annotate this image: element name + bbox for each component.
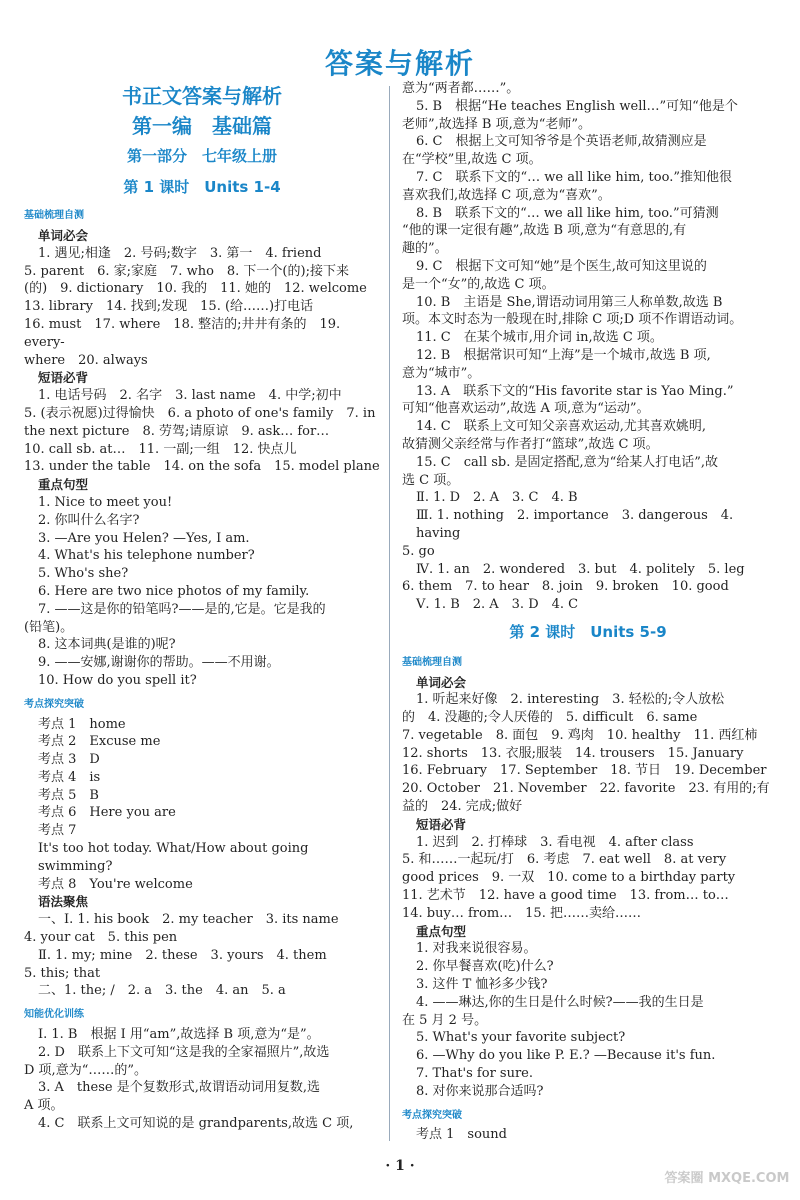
text-line: 可知“他喜欢运动”,故选 A 项,意为“运动”。 <box>402 401 650 417</box>
text-line: 6. —Why do you like P. E.? —Because it's fun. <box>416 1048 716 1064</box>
text-line: 9. C 根据下文可知“她”是个医生,故可知这里说的 <box>416 258 707 274</box>
section-key-points: 考点探究突破 <box>24 698 84 710</box>
text-line: 8. 这本词典(是谁的)呢? <box>38 637 176 653</box>
words-block <box>24 245 380 370</box>
text-line: 10. B 主语是 She,谓语动词用第三人称单数,故选 B <box>416 294 723 310</box>
text-line: 20. October 21. November 22. favorite 23. 有用的;有 <box>402 781 770 797</box>
text-line: 意为“城市”。 <box>402 365 481 381</box>
text-line: 2. D 联系上下文可知“这是我的全家福照片”,故选 <box>38 1044 330 1060</box>
text-line: 13. library 14. 找到;发现 15. (给……)打电话 <box>24 299 314 315</box>
text-line: 4. What's his telephone number? <box>38 548 255 564</box>
text-line: 3. A these 是个复数形式,故谓语动词用复数,选 <box>38 1080 320 1096</box>
text-line: 13. under the table 14. on the sofa 15. model plane <box>24 459 380 475</box>
text-line: A 项。 <box>24 1098 64 1114</box>
text-line: 2. 你叫什么名字? <box>38 512 140 528</box>
text-line: (铅笔)。 <box>24 619 74 635</box>
text-line: 1. 遇见;相逢 2. 号码;数字 3. 第一 4. friend <box>38 245 322 261</box>
text-line: 老师”,故选择 B 项,意为“老师”。 <box>402 116 592 132</box>
section-basic-review: 基础梳理自测 <box>402 656 462 668</box>
text-line: 12. shorts 13. 衣服;服装 14. trousers 15. January <box>402 745 744 761</box>
grammar-block <box>24 911 380 1000</box>
points-block <box>24 716 380 894</box>
subheading-grammar: 语法聚焦 <box>38 894 89 910</box>
text-line: 1. 电话号码 2. 名字 3. last name 4. 中学;初中 <box>38 388 342 404</box>
subheading-phrases: 短语必背 <box>38 370 89 386</box>
text-line: 5. Who's she? <box>38 566 129 582</box>
page-title: 答案与解析 <box>324 47 475 80</box>
text-line: 10. call sb. at… 11. 一副;一组 12. 快点儿 <box>24 441 297 457</box>
phrases-block <box>24 387 380 476</box>
subheading-words: 单词必会 <box>38 227 89 243</box>
text-line: 的 4. 没趣的;令人厌倦的 5. difficult 6. same <box>402 710 698 726</box>
text-line: 1. 迟到 2. 打棒球 3. 看电视 4. after class <box>416 834 694 850</box>
subheading-sentences: 重点句型 <box>38 477 89 493</box>
text-line: 4. your cat 5. this pen <box>24 930 178 946</box>
text-line: 1. Nice to meet you! <box>38 494 173 510</box>
training-continued <box>402 80 774 614</box>
text-line: 7. ——这是你的铅笔吗?——是的,它是。它是我的 <box>38 601 326 617</box>
text-line: 一、Ⅰ. 1. his book 2. my teacher 3. its name <box>38 912 339 928</box>
sentences-block <box>402 940 774 1100</box>
left-column <box>24 80 380 1133</box>
text-line: 1. 听起来好像 2. interesting 3. 轻松的;令人放松 <box>416 692 725 708</box>
sentences-block <box>24 494 380 690</box>
text-line: Ⅲ. 1. nothing 2. importance 3. dangerous 4. having <box>416 508 734 541</box>
watermark-text: 答案圈 MXQE.COM <box>664 1171 790 1186</box>
text-line: 4. C 联系上文可知说的是 grandparents,故选 C 项, <box>38 1116 354 1132</box>
text-line: It's too hot today. What/How about going swimming? <box>38 841 309 874</box>
text-line: 10. How do you spell it? <box>38 672 197 688</box>
text-line: 4. ——琳达,你的生日是什么时候?——我的生日是 <box>416 994 704 1010</box>
text-line: 考点 3 D <box>38 752 100 768</box>
text-line: 在“学校”里,故选 C 项。 <box>402 152 542 168</box>
text-line: 12. B 根据常识可知“上海”是一个城市,故选 B 项, <box>416 347 711 363</box>
text-line: 意为“两者都……”。 <box>402 81 520 96</box>
text-line: 3. 这件 T 恤衫多少钱? <box>416 977 548 993</box>
text-line: Ⅱ. 1. D 2. A 3. C 4. B <box>416 490 578 506</box>
text-line: 8. 对你来说那合适吗? <box>416 1083 544 1099</box>
text-line: 考点 4 is <box>38 769 101 785</box>
text-line: 考点 1 home <box>38 716 126 732</box>
text-line: good prices 9. 一双 10. come to a birthday party <box>402 870 736 886</box>
text-line: 5. B 根据“He teaches English well…”可知“他是个 <box>416 98 738 114</box>
lesson-1-heading: 第 1 课时 Units 1-4 <box>123 178 281 197</box>
subheading-phrases: 短语必背 <box>416 816 467 832</box>
text-line: 考点 1 sound <box>416 1127 507 1143</box>
text-line: 7. That's for sure. <box>416 1066 533 1082</box>
lesson-2-heading: 第 2 课时 Units 5-9 <box>509 622 667 641</box>
watermark-logo <box>662 1156 792 1196</box>
text-line: 考点 5 B <box>38 787 99 803</box>
text-line: Ⅳ. 1. an 2. wondered 3. but 4. politely 5. leg <box>416 561 745 577</box>
text-line: 趣的”。 <box>402 241 448 257</box>
text-line: 故猜测父亲经常与作者打“篮球”,故选 C 项。 <box>402 436 659 452</box>
text-line: 5. this; that <box>24 965 101 981</box>
right-column <box>402 80 774 1144</box>
text-line: 选 C 项。 <box>402 472 460 488</box>
text-line: 7. vegetable 8. 面包 9. 鸡肉 10. healthy 11. 西红柿 <box>402 727 758 743</box>
text-line: 11. 艺术节 12. have a good time 13. from… to… <box>402 888 729 904</box>
text-line: “他的课一定很有趣”,故选 B 项,意为“有意思的,有 <box>402 223 687 239</box>
text-line: 6. them 7. to hear 8. join 9. broken 10. good <box>402 579 729 595</box>
text-line: 5. What's your favorite subject? <box>416 1030 626 1046</box>
text-line: 考点 7 <box>38 823 77 839</box>
text-line: 项。本文时态为一般现在时,排除 C 项;D 项不作谓语动词。 <box>402 312 743 328</box>
text-line: Ⅴ. 1. B 2. A 3. D 4. C <box>416 597 579 613</box>
text-line: 二、1. the; / 2. a 3. the 4. an 5. a <box>38 983 286 999</box>
text-line: 5. 和……一起玩/打 6. 考虑 7. eat well 8. at very <box>402 852 727 868</box>
text-line: 考点 2 Excuse me <box>38 734 161 750</box>
text-line: the next picture 8. 劳驾;请原谅 9. ask… for… <box>24 423 330 439</box>
text-line: 3. —Are you Helen? —Yes, I am. <box>38 530 250 546</box>
text-line: 9. ——安娜,谢谢你的帮助。——不用谢。 <box>38 655 280 671</box>
text-line: 11. C 在某个城市,用介词 in,故选 C 项。 <box>416 330 663 346</box>
part-heading: 第一编 基础篇 <box>132 113 272 138</box>
page-number: · 1 · <box>385 1158 415 1174</box>
words-block <box>402 691 774 816</box>
text-line: 14. C 联系上文可知父亲喜欢运动,尤其喜欢姚明, <box>416 419 707 435</box>
text-line: 15. C call sb. 是固定搭配,意为“给某人打电话”,故 <box>416 454 719 470</box>
text-line: where 20. always <box>24 352 148 368</box>
text-line: 考点 6 Here you are <box>38 805 176 821</box>
text-line: 5. go <box>402 543 435 559</box>
grade-heading: 第一部分 七年级上册 <box>126 146 277 165</box>
text-line: 益的 24. 完成;做好 <box>402 799 523 815</box>
text-line: 7. C 联系下文的“… we all like him, too.”推知他很 <box>416 169 732 185</box>
text-line: 6. Here are two nice photos of my family. <box>38 583 310 599</box>
book-answers-heading: 书正文答案与解析 <box>122 84 282 108</box>
subheading-sentences: 重点句型 <box>416 923 467 939</box>
text-line: 6. C 根据上文可知爷爷是个英语老师,故猜测应是 <box>416 134 707 150</box>
text-line: 14. buy… from… 15. 把……卖给…… <box>402 905 641 921</box>
text-line: 16. must 17. where 18. 整洁的;井井有条的 19. every- <box>24 316 341 350</box>
text-line: 考点 8 You're welcome <box>38 876 193 892</box>
text-line: 喜欢我们,故选择 C 项,意为“喜欢”。 <box>402 187 611 203</box>
text-line: 5. (表示祝愿)过得愉快 6. a photo of one's family 7. in <box>24 405 376 421</box>
text-line: 1. 对我来说很容易。 <box>416 941 537 957</box>
text-line: 8. B 联系下文的“… we all like him, too.”可猜测 <box>416 205 719 221</box>
text-line: 在 5 月 2 号。 <box>402 1012 488 1028</box>
column-divider <box>389 86 390 1141</box>
training-block <box>24 1026 380 1133</box>
text-line: (的) 9. dictionary 10. 我的 11. 她的 12. welcome <box>24 281 367 297</box>
text-line: Ⅱ. 1. my; mine 2. these 3. yours 4. them <box>38 947 327 963</box>
subheading-words: 单词必会 <box>416 674 467 690</box>
phrases-block <box>402 834 774 923</box>
section-key-points: 考点探究突破 <box>402 1109 462 1121</box>
section-training: 知能优化训练 <box>24 1009 84 1021</box>
text-line: 2. 你早餐喜欢(吃)什么? <box>416 959 554 975</box>
text-line: Ⅰ. 1. B 根据 I 用“am”,故选择 B 项,意为“是”。 <box>38 1027 320 1043</box>
text-line: D 项,意为“……的”。 <box>24 1062 147 1078</box>
text-line: 13. A 联系下文的“His favorite star is Yao Ming.” <box>416 383 734 399</box>
text-line: 16. February 17. September 18. 节日 19. December <box>402 763 767 779</box>
section-basic-review: 基础梳理自测 <box>24 210 84 222</box>
text-line: 5. parent 6. 家;家庭 7. who 8. 下一个(的);接下来 <box>24 263 349 279</box>
text-line: 是一个“女”的,故选 C 项。 <box>402 276 555 292</box>
